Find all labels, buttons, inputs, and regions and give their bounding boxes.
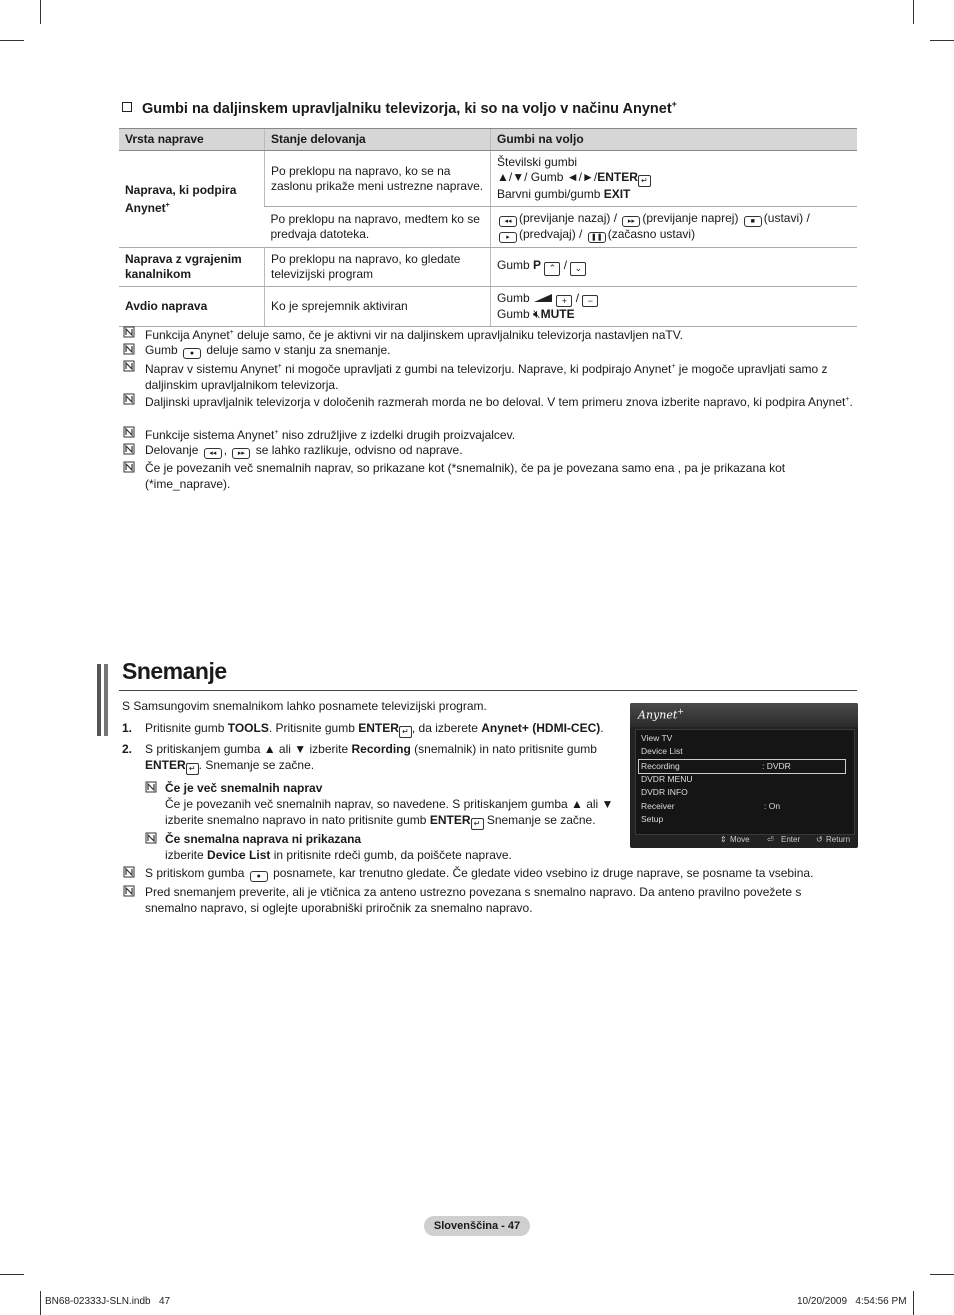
note-item: S pritiskom gumba ● posnamete, kar trenutno gledate. Če gledate video vsebino iz druge naprave, se posname ta vsebina. [123, 865, 853, 882]
mute-icon: 🔇︎ [533, 307, 541, 321]
menu-header [630, 703, 858, 727]
print-file-info: BN68-02333J-SLN.indb 47 [45, 1296, 171, 1307]
note-item: Če je povezanih več snemalnih naprav, so prikazane kot (*snemalnik), če pa je povezana samo ena , pa je prikazana kot (*ime_naprave). [123, 460, 853, 492]
menu-footer: ⇕ Move ⏎ Enter ↺ Return [630, 832, 858, 848]
note-item: Funkcije sistema Anynet+ niso združljive z izdelki drugih proizvajalcev. [123, 425, 853, 443]
note-icon [123, 426, 135, 438]
state-cell: Po preklopu na napravo, ko gledate televizijski program [265, 248, 491, 287]
fast-forward-icon: ▸▸ [232, 448, 250, 459]
menu-item-dvdr-info[interactable]: DVDR INFO [641, 787, 688, 797]
enter-icon: ↵ [638, 175, 651, 187]
enter-icon: ↵ [399, 726, 412, 738]
anynet-logo: Anynet+ [638, 707, 684, 722]
enter-icon: ⏎ [767, 835, 774, 844]
section-heading: Snemanje [122, 658, 227, 684]
buttons-cell: Gumb + / − Gumb 🔇︎MUTE [491, 287, 858, 327]
note-icon [123, 326, 135, 338]
table-row [119, 287, 857, 327]
return-icon: ↺ [816, 835, 823, 844]
sub-note: Če snemalna naprava ni prikazana izberite Device List in pritisnite rdeči gumb, da poiščete naprave. [145, 831, 625, 863]
state-cell: Ko je sprejemnik aktiviran [265, 287, 491, 327]
page-number: Slovenščina - 47 [424, 1216, 530, 1236]
table-row [119, 248, 857, 287]
anynet-menu-screen [630, 703, 858, 848]
device-tuner: Naprava z vgrajenim kanalnikom [119, 248, 265, 287]
pause-icon: ❚❚ [588, 232, 606, 243]
note-item: Delovanje ◂◂ , ▸▸ se lahko razlikuje, odvisno od naprave. [123, 442, 853, 459]
note-item: Funkcija Anynet+ deluje samo, če je aktivni vir na daljinskem upravljalniku televizorja nastavljen naTV. [123, 325, 853, 343]
heading-bar [97, 664, 101, 736]
note-icon [123, 885, 135, 897]
stop-icon: ■ [744, 216, 762, 227]
record-icon: ● [183, 348, 201, 359]
note-icon [123, 360, 135, 372]
menu-item-view-tv[interactable]: View TV [641, 733, 673, 743]
checkbox-bullet-icon [122, 102, 132, 112]
rewind-icon: ◂◂ [204, 448, 222, 459]
table-header-row [119, 129, 857, 151]
record-icon: ● [250, 871, 268, 882]
device-anynet: Naprava, ki podpira Anynet+ [119, 151, 265, 248]
note-icon [123, 393, 135, 405]
note-item: Naprav v sistemu Anynet+ ni mogoče upravljati z gumbi na televizorju. Naprave, ki podpirajo Anynet+ je mogoče upravljati samo z daljinskim upravljalnikom televizorja. [123, 359, 853, 393]
col-state: Stanje delovanja [265, 129, 491, 151]
note-icon [145, 832, 157, 844]
step-2: 2. S pritiskanjem gumba ▲ ali ▼ izberite Recording (snemalnik) in nato pritisnite gumb ENTER ↵ . Snemanje se začne. [122, 742, 597, 773]
heading-rule [119, 690, 857, 691]
note-icon [123, 343, 135, 355]
intro-text: S Samsungovim snemalnikom lahko posnamete televizijski program. [122, 699, 487, 713]
menu-item-setup[interactable]: Setup [641, 814, 664, 824]
enter-icon: ↵ [471, 818, 484, 830]
volume-up-icon: + [556, 295, 572, 307]
volume-down-icon: − [582, 295, 598, 307]
menu-item-receiver[interactable]: Receiver : On [641, 801, 781, 811]
menu-item-device-list[interactable]: Device List [641, 746, 683, 756]
table-row [119, 151, 857, 207]
menu-item-recording[interactable]: Recording : DVDR [638, 759, 846, 774]
volume-icon [533, 293, 553, 303]
col-buttons: Gumbi na voljo [491, 129, 858, 151]
buttons-cell: ◂◂ (previjanje nazaj) / ▸▸ (previjanje naprej) ■ (ustavi) / ▸ (predvajaj) / ❚❚ (začasno ustavi) [491, 207, 858, 248]
print-date: 10/20/2009 4:54:56 PM [797, 1296, 907, 1307]
state-cell: Po preklopu na napravo, ko se na zaslonu prikaže meni ustrezne naprave. [265, 151, 491, 207]
channel-down-icon: ⌄ [570, 262, 586, 276]
menu-list [635, 729, 855, 835]
note-item: Pred snemanjem preverite, ali je vtičnica za anteno ustrezno povezana s snemalno napravo. Da anteno pravilno povežete s snemalno napravo, si oglejte uporabniški priročnik za snemalno napravo. [123, 884, 853, 916]
move-icon: ⇕ [720, 835, 727, 844]
buttons-table [119, 128, 857, 327]
menu-item-dvdr-menu[interactable]: DVDR MENU [641, 774, 693, 784]
buttons-cell: Številski gumbi ▲/▼/ Gumb ◄/►/ENTER ↵ Barvni gumbi/gumb EXIT [491, 151, 858, 207]
heading-bar [104, 664, 108, 736]
note-item: Gumb ● deluje samo v stanju za snemanje. [123, 342, 853, 359]
device-audio: Avdio naprava [119, 287, 265, 327]
enter-icon: ↵ [186, 763, 199, 775]
buttons-cell: Gumb P ⌃ / ⌄ [491, 248, 858, 287]
note-item: Daljinski upravljalnik televizorja v določenih razmerah morda ne bo deloval. V tem primeru znova izberite napravo, ki podpira Anynet+. [123, 392, 853, 410]
note-icon [123, 443, 135, 455]
step-1: 1. Pritisnite gumb TOOLS. Pritisnite gumb ENTER ↵ , da izberete Anynet+ (HDMI-CEC). [122, 721, 604, 736]
note-icon [123, 461, 135, 473]
col-device-type: Vrsta naprave [119, 129, 265, 151]
note-icon [145, 781, 157, 793]
rewind-icon: ◂◂ [499, 216, 517, 227]
section-title: Gumbi na daljinskem upravljalniku televizorja, ki so na voljo v načinu Anynet+ [122, 99, 677, 117]
channel-up-icon: ⌃ [544, 262, 560, 276]
sub-note: Če je več snemalnih naprav Če je povezanih več snemalnih naprav, so navedene. S pritiskanjem gumba ▲ ali ▼ izberite snemalno napravo in nato pritisnite gumb ENTER ↵ Snemanje se začne. [145, 780, 625, 830]
play-icon: ▸ [499, 232, 517, 243]
note-icon [123, 866, 135, 878]
state-cell: Po preklopu na napravo, medtem ko se predvaja datoteka. [265, 207, 491, 248]
fast-forward-icon: ▸▸ [622, 216, 640, 227]
